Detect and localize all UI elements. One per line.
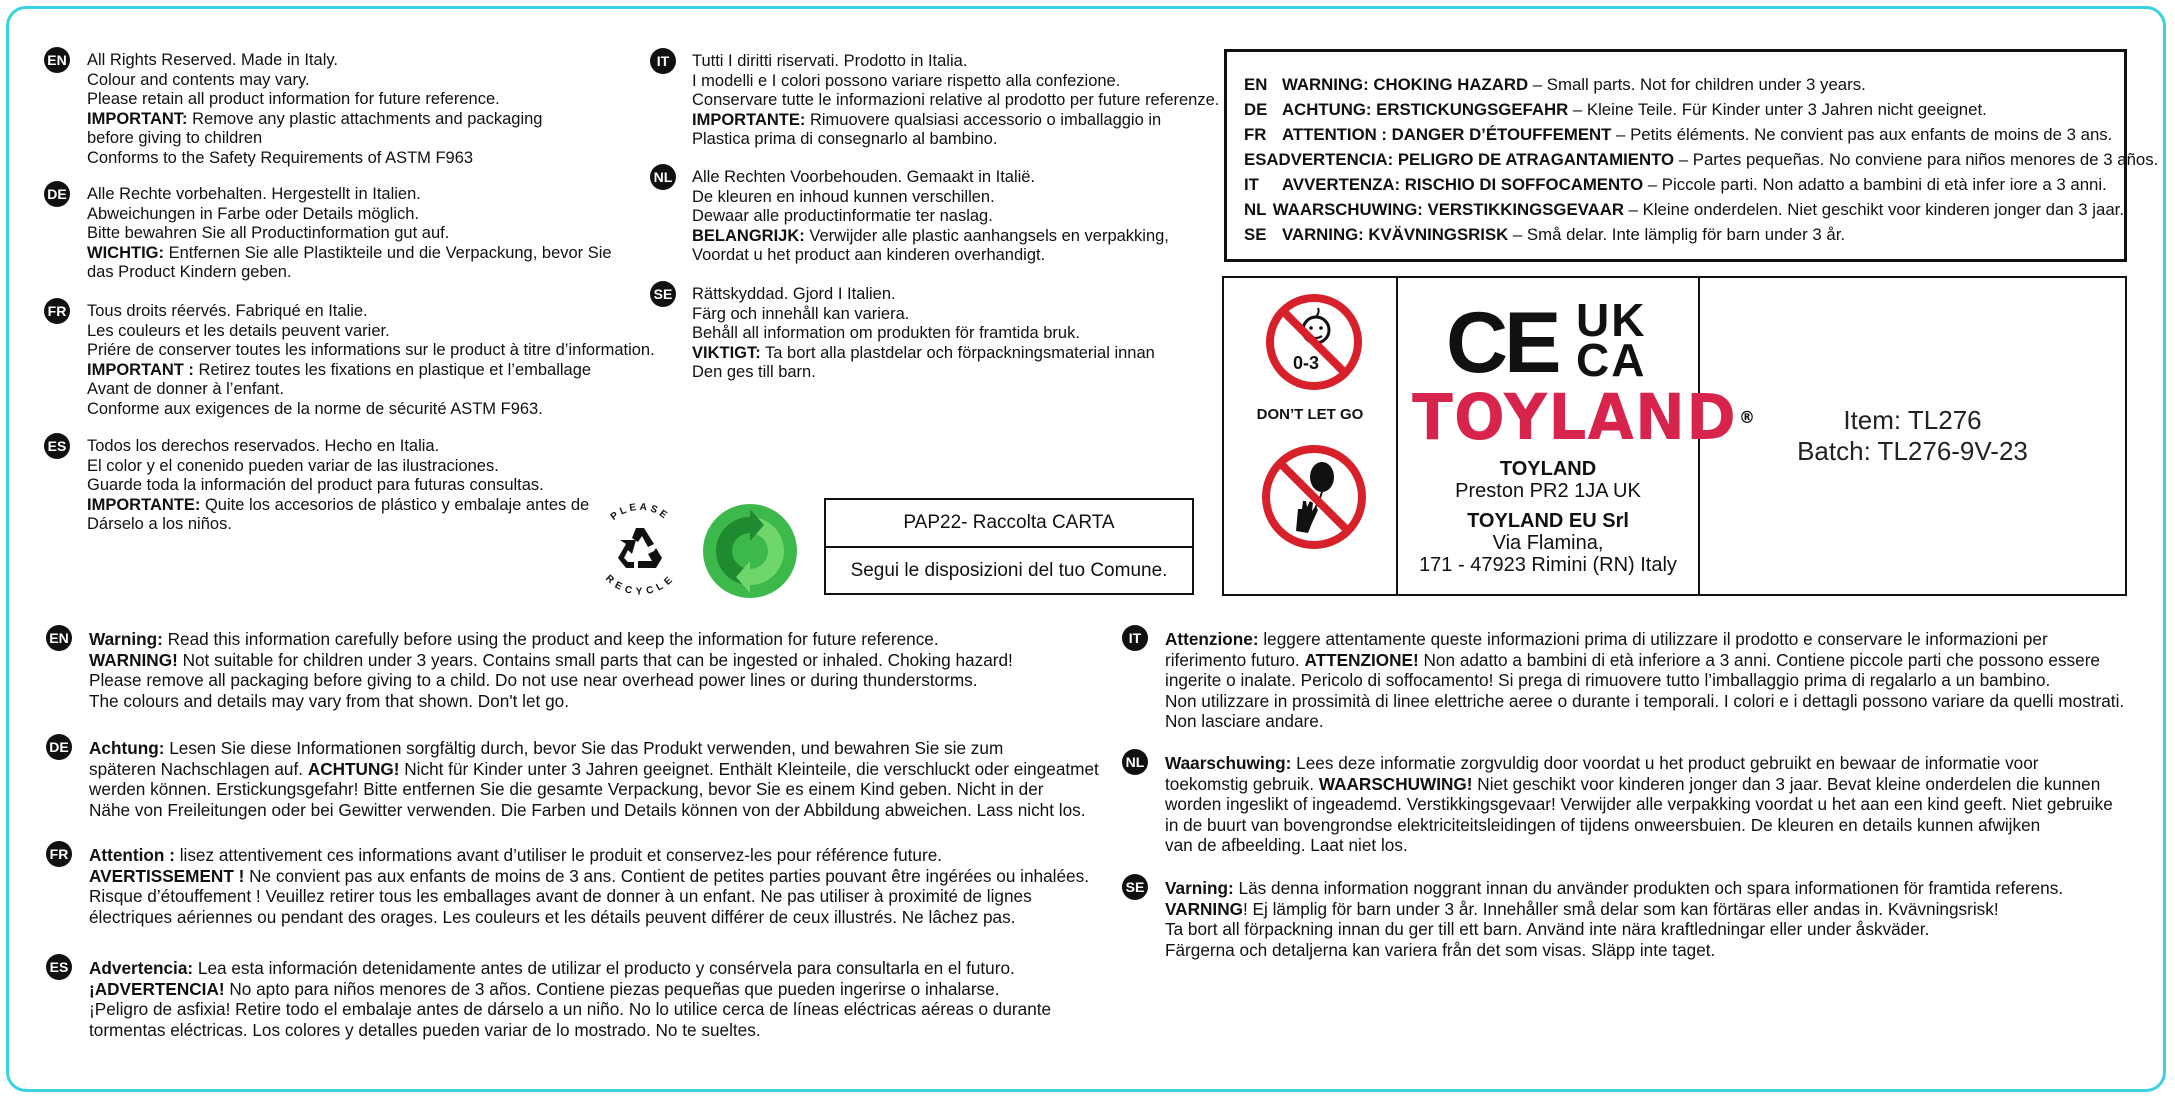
green-dot-icon (702, 503, 798, 599)
packaging-disposal-box (824, 498, 1194, 595)
warning-text: ACHTUNG: ERSTICKUNGSGEFAHR – Kleine Teile. Für Kinder unter 3 Jahren nicht geeignet. (1282, 100, 1987, 119)
notice-es (87, 437, 589, 535)
notice-en (89, 629, 1013, 711)
svg-text:RECYCLE: RECYCLE (603, 573, 677, 598)
text-line: Conservare tutte le informazioni relative al prodotto per future referenze. (692, 91, 1220, 110)
warning-text: ATTENTION : DANGER D’ÉTOUFFEMENT – Petits éléments. Ne convient pas aux enfants de moins de 3 ans. (1282, 125, 2113, 144)
warning-row-es (1244, 147, 2159, 172)
address-eu-1: Via Flamina, (1492, 532, 1604, 554)
text-line: Risque d’étouffement ! Veuillez retirer tous les emballages avant de donner à un enfant. Ne pas utiliser à proximité de lignes (89, 886, 1032, 907)
ukca-mark (1576, 294, 1647, 386)
text-line: ¡Peligro de asfixia! Retire todo el embalaje antes de dárselo a un niño. No lo utilice cerca de líneas eléctricas aéreas o durante (89, 999, 1052, 1020)
warning-text: AVVERTENZA: RISCHIO DI SOFFOCAMENTO – Piccole parti. Non adatto a bambini di età infer iore a 3 anni. (1282, 175, 2107, 194)
notice-fr (89, 845, 1089, 927)
warning-code: EN (1244, 75, 1268, 94)
text-line: Färgerna och detaljerna kan variera från det som visas. Släpp inte taget. (1165, 939, 1716, 960)
warning-row-de (1244, 97, 2124, 122)
warning-code: FR (1244, 125, 1267, 144)
notice-se (1165, 878, 2063, 960)
logo-text: TOYLAND (1412, 381, 1737, 455)
text-line: Voordat u het product aan kinderen overhandigt. (692, 246, 1046, 265)
text-line: électriques aériennes ou pendant des orages. Les couleurs et les détails peuvent différer de ceux illustrés. Ne lâchez pas. (89, 906, 1016, 927)
notice-en (87, 51, 542, 169)
dont-let-go-label: DON’T LET GO (1256, 406, 1364, 423)
text-line: toekomstig gebruik. WAARSCHUWING! Niet geschikt voor kinderen jonger dan 3 jaar. Bevat kleine onderdelen die kunnen (1165, 773, 2101, 794)
text-line: VARNING! Ej lämplig för barn under 3 år. Innehåller små delar som kan förtäras eller andas in. Kvävningsrisk! (1165, 898, 1999, 919)
text-line: De kleuren en inhoud kunnen verschillen. (692, 187, 995, 206)
language-badge-fr: FR (44, 298, 70, 324)
text-line: Please retain all product information for future reference. (87, 90, 500, 109)
language-badge-se: SE (650, 281, 676, 307)
warning-row-se (1244, 222, 2124, 247)
please-recycle-icon (590, 498, 690, 598)
warning-text: WAARSCHUWING: VERSTIKKINGSGEVAAR – Kleine onderdelen. Niet geschikt voor kinderen jonger dan 3 jaar. (1272, 200, 2124, 219)
notice-de (87, 185, 612, 283)
text-line: Waarschuwing: Lees deze informatie zorgvuldig door voordat u het product gebruikt en bewaar de informatie voor (1165, 753, 2039, 773)
language-badge-es: ES (46, 954, 72, 980)
address-uk: Preston PR2 1JA UK (1455, 480, 1641, 502)
notice-de (89, 738, 1099, 820)
text-line: IMPORTANTE: Quite los accesorios de plástico y embalaje antes de (87, 495, 590, 514)
text-line: riferimento futuro. ATTENZIONE! Non adatto a bambini di età inferiore a 3 anni. Contiene piccole parti che possono essere (1165, 649, 2100, 670)
warning-code: SE (1244, 225, 1267, 244)
text-line: Avant de donner à l’enfant. (87, 380, 284, 399)
text-line: Dewaar alle productinformatie ter naslag. (692, 207, 993, 226)
warning-text: WARNING: CHOKING HAZARD – Small parts. Not for children under 3 years. (1282, 75, 1866, 94)
text-line: Guarde toda la información del product para futuras consultas. (87, 476, 544, 495)
warning-code: DE (1244, 100, 1268, 119)
pap-note: Segui le disposizioni del tuo Comune. (850, 560, 1168, 581)
text-line: All Rights Reserved. Made in Italy. (87, 51, 338, 69)
warning-code: ES (1244, 150, 1267, 169)
language-badge-de: DE (46, 734, 72, 760)
notice-fr (87, 302, 655, 420)
text-line: before giving to children (87, 129, 263, 148)
warning-code: IT (1244, 175, 1259, 194)
warning-code: NL (1244, 200, 1267, 219)
svg-text:PLEASE: PLEASE (608, 501, 672, 523)
text-line: The colours and details may vary from that shown. Don't let go. (89, 690, 569, 711)
text-line: Behåll all information om produkten för framtida bruk. (692, 324, 1080, 343)
text-line: WICHTIG: Entfernen Sie alle Plastikteile und die Verpackung, bevor Sie (87, 243, 612, 262)
text-line: I modelli e I colori possono variare rispetto alla confezione. (692, 71, 1121, 90)
text-line: Todos los derechos reservados. Hecho en Italia. (87, 437, 440, 455)
svg-text:0-3: 0-3 (1292, 353, 1320, 373)
text-line: Advertencia: Lea esta información detenidamente antes de utilizar el producto y consérvela para consultarla en el futuro. (89, 958, 1015, 978)
ce-mark: CE (1446, 295, 1558, 391)
text-line: ingerite o inalate. Pericolo di soffocamento! Si prega di rimuovere tutto l’imballaggio prima di regalarlo a un bambino. (1165, 670, 2051, 691)
text-line: VIKTIGT: Ta bort alla plastdelar och förpackningsmaterial innan (692, 343, 1155, 362)
text-line: Nähe von Freileitungen oder bei Gewitter verwenden. Die Farben und Details können von der Abbildung abweichen. Lass nicht los. (89, 799, 1086, 820)
text-line: Tutti I diritti riservati. Prodotto in Italia. (692, 52, 968, 70)
item-number: Item: TL276 (1843, 405, 1982, 435)
text-line: IMPORTANT: Remove any plastic attachments and packaging (87, 109, 543, 128)
warning-text: VARNING: KVÄVNINGSRISK – Små delar. Inte lämplig för barn under 3 år. (1282, 225, 1846, 244)
text-line: van de afbeelding. Laat niet los. (1165, 835, 1408, 856)
company-uk: TOYLAND (1499, 458, 1597, 480)
product-info-box (1222, 276, 2127, 596)
batch-number: Batch: TL276-9V-23 (1797, 436, 2028, 466)
warning-row-it (1244, 172, 2124, 197)
language-badge-it: IT (1122, 625, 1148, 651)
item-batch-cell (1700, 278, 2125, 594)
safety-icons-cell (1224, 278, 1398, 594)
text-line: Rättskyddad. Gjord I Italien. (692, 285, 896, 303)
warning-text: ADVERTENCIA: PELIGRO DE ATRAGANTAMIENTO – Partes pequeñas. No conviene para niños menores de 3 años. (1266, 150, 2159, 169)
text-line: Achtung: Lesen Sie diese Informationen sorgfältig durch, bevor Sie das Produkt verwenden, und bewahren Sie sie zum (89, 738, 1004, 758)
age-restriction-icon (1264, 292, 1364, 392)
warning-row-nl (1244, 197, 2124, 222)
text-line: Please remove all packaging before giving to a child. Do not use near overhead power lines or during thunderstorms. (89, 670, 978, 691)
text-line: Non lasciare andare. (1165, 711, 1324, 732)
warning-row-en (1244, 72, 2124, 97)
notice-nl (1165, 753, 2113, 856)
text-line: IMPORTANT : Retirez toutes les fixations en plastique et l’emballage (87, 360, 592, 379)
text-line: Plastica prima di consegnarlo al bambino. (692, 130, 998, 149)
text-line: Varning: Läs denna information noggrant innan du använder produkten och spara informationen för framtida referens. (1165, 878, 2064, 898)
text-line: Conforms to the Safety Requirements of ASTM F963 (87, 148, 474, 167)
text-line: WARNING! Not suitable for children under 3 years. Contains small parts that can be ingested or inhaled. Choking hazard! (89, 649, 1013, 670)
language-badge-it: IT (650, 48, 676, 74)
language-badge-se: SE (1122, 874, 1148, 900)
notice-it (692, 52, 1219, 150)
text-line: tormentas eléctricas. Los colores y detalles pueden variar de lo mostrado. No te sueltes. (89, 1019, 761, 1040)
text-line: AVERTISSEMENT ! Ne convient pas aux enfants de moins de 3 ans. Contient de petites parties pouvant être ingérées ou inhalées. (89, 865, 1089, 886)
pap-code: PAP22- Raccolta CARTA (826, 500, 1192, 548)
text-line: Conforme aux exigences de la norme de sécurité ASTM F963. (87, 399, 543, 418)
text-line: Alle Rechten Voorbehouden. Gemaakt in Italië. (692, 168, 1036, 186)
warning-row-fr (1244, 122, 2124, 147)
balloon-warning-icon (1260, 443, 1368, 551)
text-line: späteren Nachschlagen auf. ACHTUNG! Nicht für Kinder unter 3 Jahren geeignet. Enthält Kleinteile, die verschluckt oder eingeatmet (89, 758, 1099, 779)
company-eu: TOYLAND EU Srl (1467, 510, 1629, 532)
text-line: Colour and contents may vary. (87, 70, 310, 89)
text-line: Färg och innehåll kan variera. (692, 304, 910, 323)
text-line: worden ingeslikt of ingeademd. Verstikkingsgevaar! Verwijder alle verpakking voordat u het aan een kind geeft. Niet gebruike (1165, 794, 2113, 815)
language-badge-de: DE (44, 181, 70, 207)
text-line: Warning: Read this information carefully before using the product and keep the information for future reference. (89, 629, 939, 649)
text-line: Ta bort all förpackning innan du ger till ett barn. Använd inte nära kraftledningar eller under åskväder. (1165, 919, 1930, 940)
notice-it (1165, 629, 2124, 732)
address-eu-2: 171 - 47923 Rimini (RN) Italy (1419, 554, 1677, 576)
text-line: Alle Rechte vorbehalten. Hergestellt in Italien. (87, 185, 421, 203)
text-line: Tous droits réervés. Fabriqué en Italie. (87, 302, 368, 320)
text-line: werden können. Erstickungsgefahr! Bitte entfernen Sie die gesamte Verpackung, bevor Sie es einem Kind geben. Nicht in der (89, 779, 1044, 800)
text-line: in de buurt van bovengrondse elektriciteitsleidingen of tijdens onweersbuien. De kleuren en details kunnen afwijken (1165, 814, 2041, 835)
text-line: IMPORTANTE: Rimuovere qualsiasi accessorio o imballaggio in (692, 110, 1162, 129)
text-line: Non utilizzare in prossimità di linee elettriche aeree o durante i temporali. I colori e i dettagli possono variare da quelli mostrati. (1165, 690, 2125, 711)
text-line: BELANGRIJK: Verwijder alle plastic aanhangsels en verpakking, (692, 226, 1169, 245)
text-line: das Product Kindern geben. (87, 263, 292, 282)
text-line: Attention : lisez attentivement ces informations avant d’utiliser le produit et conservez-les pour référence future. (89, 845, 943, 865)
text-line: Attenzione: leggere attentamente queste informazioni prima di utilizzare il prodotto e conservare le informazioni per (1165, 629, 2048, 649)
notice-es (89, 958, 1051, 1040)
language-badge-nl: NL (650, 164, 676, 190)
text-line: ¡ADVERTENCIA! No apto para niños menores de 3 años. Contiene piezas pequeñas que pueden ingerirse o inhalarse. (89, 978, 1000, 999)
brand-cell (1398, 278, 1756, 594)
language-badge-nl: NL (1122, 749, 1148, 775)
text-line: Dárselo a los niños. (87, 515, 232, 534)
ukca-top: UK (1576, 294, 1647, 346)
text-line: Den ges till barn. (692, 363, 816, 382)
ukca-bottom: CA (1576, 334, 1647, 386)
notice-se (692, 285, 1155, 383)
text-line: Abweichungen in Farbe oder Details möglich. (87, 204, 420, 223)
language-badge-en: EN (44, 47, 70, 73)
text-line: Priére de conserver toutes les informations sur le product à titre d’information. (87, 341, 655, 360)
language-badge-es: ES (44, 433, 70, 459)
choking-warning-box (1224, 49, 2159, 262)
text-line: El color y el conenido pueden variar de las ilustraciones. (87, 456, 499, 475)
language-badge-en: EN (46, 625, 72, 651)
text-line: Les couleurs et les details peuvent varier. (87, 321, 390, 340)
notice-nl (692, 168, 1169, 266)
language-badge-fr: FR (46, 841, 72, 867)
text-line: Bitte bewahren Sie all Productinformation gut auf. (87, 224, 450, 243)
registered-mark: ® (1738, 407, 1756, 428)
